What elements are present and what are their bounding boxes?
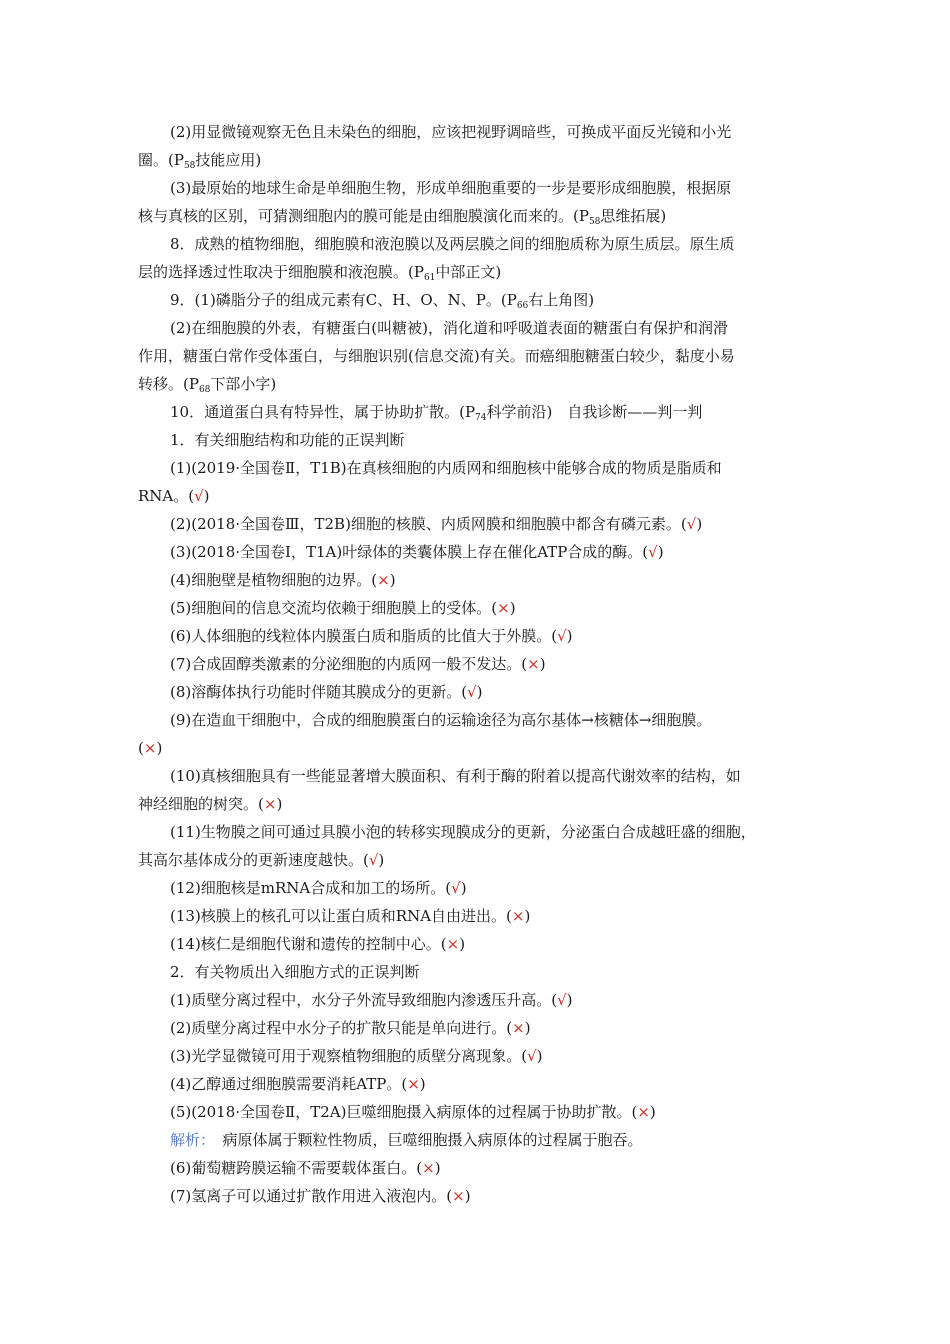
judgement-item: (7)氢离子可以通过扩散作用进入液泡内。(×) (170, 1187, 471, 1205)
judgement-item: (12)细胞核是mRNA合成和加工的场所。(√) (170, 879, 467, 897)
text-line: 9．(1)磷脂分子的组成元素有C、H、O、N、P。($P_{66}$右上角图) (170, 291, 595, 311)
answer-mark: √ (686, 515, 697, 533)
text-line: 层的选择透过性取决于细胞膜和液泡膜。($P_{61}$中部正文) (138, 263, 502, 283)
judgement-item: (6)人体细胞的线粒体内膜蛋白质和脂质的比值大于外膜。(√) (170, 627, 573, 645)
answer-mark: √ (368, 851, 379, 869)
judgement-item: (6)葡萄糖跨膜运输不需要载体蛋白。(×) (170, 1159, 441, 1177)
judgement-item: RNA。(√) (138, 487, 210, 505)
answer-mark: √ (467, 683, 477, 701)
judgement-item: (4)乙醇通过细胞膜需要消耗ATP。(×) (170, 1075, 426, 1093)
answer-mark: √ (648, 543, 658, 561)
answer-mark: × (143, 739, 157, 757)
judgement-item: (5)(2018·全国卷Ⅱ，T2A)巨噬细胞摄入病原体的过程属于协助扩散。(×) (170, 1103, 656, 1121)
judgement-item: (8)溶酶体执行功能时伴随其膜成分的更新。(√) (170, 683, 483, 701)
text-line: (11)生物膜之间可通过具膜小泡的转移实现膜成分的更新，分泌蛋白合成越旺盛的细胞， (170, 823, 756, 841)
judgement-item: (13)核膜上的核孔可以让蛋白质和RNA自由进出。(×) (170, 907, 531, 925)
answer-mark: × (446, 935, 460, 953)
judgement-item: (3)(2018·全国卷Ⅰ，T1A)叶绿体的类囊体膜上存在催化ATP合成的酶。(√) (170, 543, 664, 561)
answer-mark: × (407, 1075, 420, 1093)
judgement-item: (14)核仁是细胞代谢和遗传的控制中心。(×) (170, 935, 466, 953)
answer-mark: × (263, 795, 277, 813)
judgement-item: (4)细胞壁是植物细胞的边界。(×) (170, 571, 396, 589)
judgement-item: (7)合成固醇类激素的分泌细胞的内质网一般不发达。(×) (170, 655, 546, 673)
text-line: 转移。($P_{68}$下部小字) (138, 375, 277, 395)
answer-mark: × (377, 571, 390, 589)
text-line: 8．成熟的植物细胞，细胞膜和液泡膜以及两层膜之间的细胞质称为原生质层。原生质 (170, 235, 735, 253)
answer-mark: √ (194, 487, 204, 505)
judgement-item: (2)(2018·全国卷Ⅲ，T2B)细胞的核膜、内质网膜和细胞膜中都含有磷元素。(√) (170, 515, 703, 533)
text-line: (2)在细胞膜的外表，有糖蛋白(叫糖被)，消化道和呼吸道表面的糖蛋白有保护和润滑 (170, 319, 728, 337)
judgement-item: (5)细胞间的信息交流均依赖于细胞膜上的受体。(×) (170, 599, 516, 617)
text-line: (3)最原始的地球生命是单细胞生物，形成单细胞重要的一步是要形成细胞膜，根据原 (170, 179, 732, 197)
text-line: 作用，糖蛋白常作受体蛋白，与细胞识别(信息交流)有关。而癌细胞糖蛋白较少，黏度小易 (138, 347, 735, 365)
explanation-line: 解析： 病原体属于颗粒性物质，巨噬细胞摄入病原体的过程属于胞吞。 (170, 1131, 643, 1149)
section-heading: 2．有关物质出入细胞方式的正误判断 (170, 963, 420, 981)
text-line: (9)在造血干细胞中，合成的细胞膜蛋白的运输途径为高尔基体→核糖体→细胞膜。 (170, 711, 712, 729)
text-line: (2)用显微镜观察无色且未染色的细胞，应该把视野调暗些，可换成平面反光镜和小光 (170, 123, 732, 141)
text-line: (10)真核细胞具有一些能显著增大膜面积、有利于酶的附着以提高代谢效率的结构，如 (170, 767, 741, 785)
answer-mark: √ (557, 991, 567, 1009)
answer-mark: × (422, 1159, 435, 1177)
answer-mark: √ (451, 879, 461, 897)
judgement-item: (1)质壁分离过程中，水分子外流导致细胞内渗透压升高。(√) (170, 991, 573, 1009)
judgement-item: 其高尔基体成分的更新速度越快。(√) (138, 851, 385, 869)
answer-mark: × (511, 907, 525, 925)
answer-mark: √ (557, 627, 567, 645)
judgement-item: (3)光学显微镜可用于观察植物细胞的质壁分离现象。(√) (170, 1047, 543, 1065)
judgement-item: (×) (138, 739, 163, 757)
answer-mark: × (452, 1187, 465, 1205)
answer-mark: × (497, 599, 510, 617)
answer-mark: × (512, 1019, 525, 1037)
text-line: 10．通道蛋白具有特异性，属于协助扩散。($P_{74}$科学前沿) 自我诊断——判一判 (170, 403, 703, 423)
explanation-label: 解析： (170, 1131, 208, 1149)
answer-mark: × (637, 1103, 650, 1121)
text-line: 圈。($P_{58}$技能应用) (138, 151, 262, 171)
section-heading: 1．有关细胞结构和功能的正误判断 (170, 431, 405, 449)
judgement-item: (2)质壁分离过程中水分子的扩散只能是单向进行。(×) (170, 1019, 531, 1037)
text-line: 核与真核的区别，可猜测细胞内的膜可能是由细胞膜演化而来的。($P_{58}$思维拓展) (138, 207, 667, 227)
answer-mark: × (527, 655, 540, 673)
text-line: (1)(2019·全国卷Ⅱ，T1B)在真核细胞的内质网和细胞核中能够合成的物质是脂质和 (170, 459, 722, 477)
judgement-item: 神经细胞的树突。(×) (138, 795, 283, 813)
answer-mark: √ (527, 1047, 537, 1065)
